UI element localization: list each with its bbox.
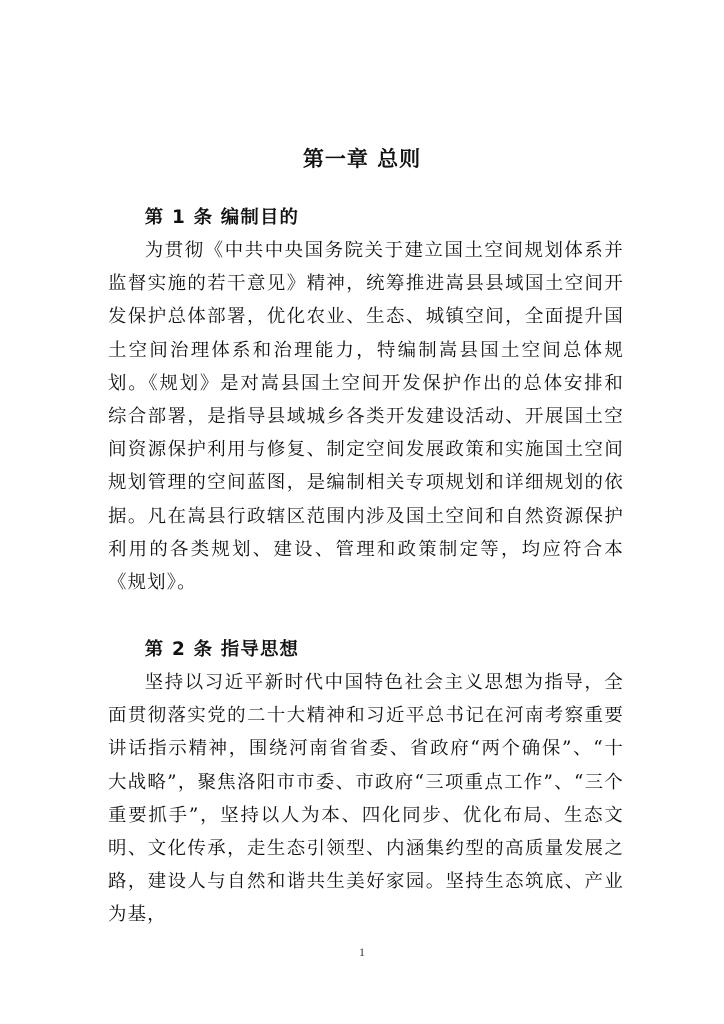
article-2-heading: 第 2 条 指导思想	[144, 639, 300, 660]
chapter-title: 第一章 总则	[302, 147, 422, 171]
page-number: 1	[359, 945, 365, 959]
article-1-paragraph: 为贯彻《中共中央国务院关于建立国土空间规划体系并监督实施的若干意见》精神，统筹推进嵩县县域国土空间开发保护总体部署，优化农业、生态、城镇空间，全面提升国土空间治理体系和治理能力，特编制嵩县国土空间总体规划。《规划》是对嵩县国土空间开发保护作出的总体安排和综合部署，是指导县域城乡各类开发建设活动、开展国土空间资源保护利用与修复、制定空间发展政策和实施国土空间规划管理的空间蓝图，是编制相关专项规划和详细规划的依据。凡在嵩县行政辖区范围内涉及国土空间和自然资源保护利用的各类规划、建设、管理和政策制定等，均应符合本《规划》。	[108, 240, 624, 594]
article-1-heading: 第 1 条 编制目的	[144, 207, 300, 228]
article-2-paragraph: 坚持以习近平新时代中国特色社会主义思想为指导，全面贯彻落实党的二十大精神和习近平总书记在河南考察重要讲话指示精神，围绕河南省省委、省政府“两个确保”、“十大战略”，聚焦洛阳市市委、市政府“三项重点工作”、“三个重要抓手”，坚持以人为本、四化同步、优化布局、生态文明、文化传承，走生态引领型、内涵集约型的高质量发展之路，建设人与自然和谐共生美好家园。坚持生态筑底、产业为基，	[108, 672, 624, 926]
